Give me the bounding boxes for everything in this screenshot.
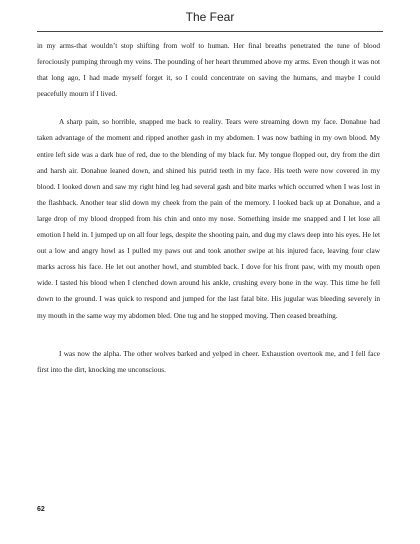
page-number: 62: [37, 506, 45, 513]
paragraph-continuation: in my arms-that wouldn’t stop shifting from wolf to human. Her final breaths penetrated the tune of blood ferociously pumping through my veins. The pounding of her heart thrummed above my arms. Even though it was not that long ago, I had made myself forget it, so I could concentrate on saving the humans, and maybe I could peacefully mourn if I lived.: [37, 41, 380, 99]
section-spacer: [37, 324, 380, 346]
body-text: [37, 38, 380, 378]
paragraph-fight: A sharp pain, so horrible, snapped me back to reality. Tears were streaming down my face. Donahue had taken advantage of the moment and ripped another gash in my abdomen. I was now bathing in my own blood. My entire left side was a dark hue of red, due to the blending of my black fur. My tongue flopped out, dry from the dirt and harsh air. Donahue leaned down, and shined his putrid teeth in my face. His teeth were now covered in my blood. I looked down and saw my right hind leg had several gash and bite marks which occurred when I was lost in the flashback. Another tear slid down my cheek from the pain of the memory. I looked back up at Donahue, and a large drop of my blood dropped from his chin and onto my nose. Something inside me snapped and I let lose all emotion I held in. I jumped up on all four legs, despite the shooting pain, and dug my claws deep into his eyes. He let out a low and angry howl as I pulled my paws out and took another swipe at his injured face, leaving four claw marks across his face. He let out another howl, and stumbled back. I dove for his front paw, with my mouth open wide. I tasted his blood when I clenched down around his ankle, crushing every bone in the way. This time he fell down to the ground. I was quick to respond and jumped for the last fatal bite. His jugular was bleeding severely in my mouth in the same way my abdomen bled. One tug and he stopped moving. Then ceased breathing.: [37, 117, 380, 320]
header-divider: [37, 31, 383, 32]
paragraph-alpha: I was now the alpha. The other wolves barked and yelped in cheer. Exhaustion overtook me, and I fell face first into the dirt, knocking me unconscious.: [37, 348, 380, 374]
running-header: The Fear: [185, 10, 235, 24]
paragraph-spacer: [37, 102, 380, 114]
